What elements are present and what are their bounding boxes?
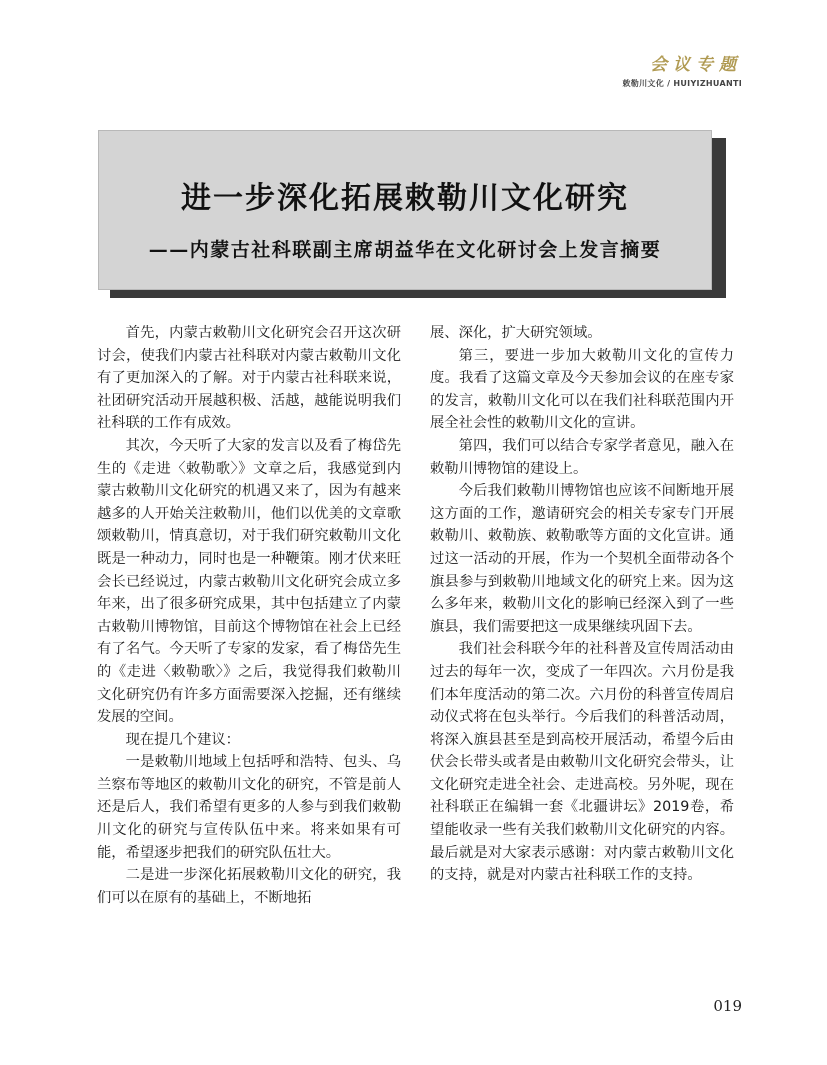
page-number: 019 (713, 997, 742, 1015)
paragraph: 二是进一步深化拓展敕勒川文化的研究，我们可以在原有的基础上，不断地拓 (97, 867, 401, 906)
article-subtitle: ——内蒙古社科联副主席胡益华在文化研讨会上发言摘要 (148, 239, 662, 261)
paragraph: 我们社会科联今年的社科普及宣传周活动由过去的每年一次，变成了一年四次。六月份是我们本年度活动的第二次。六月份的科普宣传周启动仪式将在包头举行。今后我们的科普活动周，将深入旗县甚至是到高校开展活动，希望今后由伏会长带头或者是由敕勒川文化研究会带头，让文化研究走进全社会、走进高校。另外呢，现在社科联正在编辑一套《北疆讲坛》2019卷，希望能收录一些有关我们敕勒川文化研究的内容。最后就是对大家表示感谢：对内蒙古敕勒川文化的支持，就是对内蒙古社科联工作的支持。 (430, 641, 734, 884)
section-title: 会议专题 (650, 55, 742, 75)
paragraph: 现在提几个建议： (125, 731, 240, 748)
right-column (430, 322, 734, 887)
paragraph: 展、深化，扩大研究领域。 (430, 325, 602, 341)
paragraph: 首先，内蒙古敕勒川文化研究会召开这次研讨会，使我们内蒙古社科联对内蒙古敕勒川文化有了更加深入的了解。对于内蒙古社科联来说，社团研究活动开展越积极、活越，越能说明我们社科联的工作有成效。 (97, 325, 401, 432)
paragraph: 第四，我们可以结合专家学者意见，融入在敕勒川博物馆的建设上。 (430, 437, 734, 477)
paragraph: 今后我们敕勒川博物馆也应该不间断地开展这方面的工作，邀请研究会的相关专家专门开展敕勒川、敕勒族、敕勒歌等方面的文化宣讲。通过这一活动的开展，作为一个契机全面带动各个旗县参与到敕勒川地域文化的研究上来。因为这么多年来，敕勒川文化的影响已经深入到了一些旗县，我们需要把这一成果继续巩固下去。 (430, 483, 734, 635)
paragraph: 第三，要进一步加大敕勒川文化的宣传力度。我看了这篇文章及今天参加会议的在座专家的发言，敕勒川文化可以在我们社科联范围内开展全社会性的敕勒川文化的宣讲。 (430, 347, 734, 432)
paragraph: 一是敕勒川地域上包括呼和浩特、包头、乌兰察布等地区的敕勒川文化的研究，不管是前人还是后人，我们希望有更多的人参与到我们敕勒川文化的研究与宣传队伍中来。将来如果有可能，希望逐步把我们的研究队伍壮大。 (97, 754, 401, 861)
section-header (623, 50, 743, 89)
article-title: 进一步深化拓展敕勒川文化研究 (181, 181, 629, 216)
left-column (97, 322, 401, 909)
title-banner (98, 130, 712, 290)
section-subtitle: 敕勒川文化 / HUIYIZHUANTI (622, 79, 742, 88)
paragraph: 其次，今天听了大家的发言以及看了梅岱先生的《走进〈敕勒歌〉》文章之后，我感觉到内蒙古敕勒川文化研究的机遇又来了，因为有越来越多的人开始关注敕勒川，他们以优美的文章歌颂敕勒川，情真意切，对于我们研究敕勒川文化既是一种动力，同时也是一种鞭策。刚才伏来旺会长已经说过，内蒙古敕勒川文化研究会成立多年来，出了很多研究成果，其中包括建立了内蒙古敕勒川博物馆，目前这个博物馆在社会上已经有了名气。今天听了专家的发家，看了梅岱先生的《走进〈敕勒歌〉》之后，我觉得我们敕勒川文化研究仍有许多方面需要深入挖掘，还有继续发展的空间。 (97, 437, 401, 726)
